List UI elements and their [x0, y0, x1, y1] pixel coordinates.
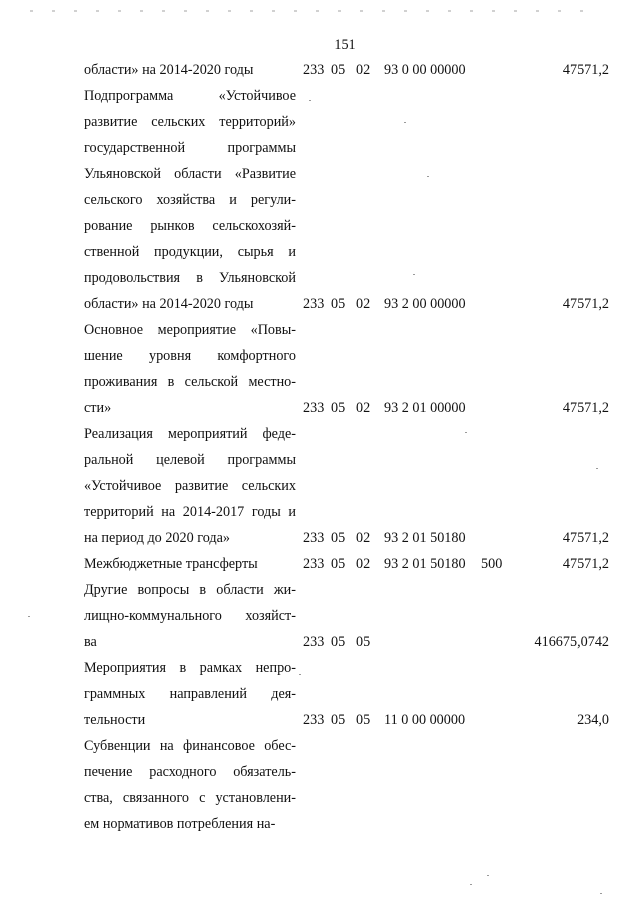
description-line: Подпрограмма «Устойчивое [84, 88, 296, 104]
amount: 47571,2 [562, 296, 609, 312]
description-line: Ульяновской области «Развитие [84, 166, 296, 182]
description-line: ва [84, 634, 97, 650]
subsection-code: 02 [356, 62, 371, 78]
row-description [84, 551, 296, 577]
grbs-code: 233 [303, 62, 325, 78]
grbs-code: 233 [303, 296, 325, 312]
row-description [84, 317, 296, 421]
scan-speck [487, 875, 489, 876]
scan-speck [309, 100, 311, 101]
description-line: развитие сельских территорий» [84, 114, 296, 130]
description-line: шение уровня комфортного [84, 348, 296, 364]
target-article-code: 93 2 00 00000 [384, 296, 466, 312]
description-line: территорий на 2014-2017 годы и [84, 504, 296, 520]
description-line: ственной продукции, сырья и [84, 244, 296, 260]
subsection-code: 02 [356, 296, 371, 312]
table-row [0, 733, 640, 837]
amount: 47571,2 [562, 400, 609, 416]
scan-speck [299, 674, 301, 675]
scan-artifact-line [30, 10, 590, 12]
description-line: области» на 2014-2020 годы [84, 62, 254, 78]
description-line: Мероприятия в рамках непро- [84, 660, 296, 676]
table-row [0, 655, 640, 733]
description-line: Субвенции на финансовое обес- [84, 738, 296, 754]
section-code: 05 [331, 530, 346, 546]
description-line: лищно-коммунального хозяйст- [84, 608, 296, 624]
target-article-code: 93 2 01 50180 [384, 556, 466, 572]
grbs-code: 233 [303, 530, 325, 546]
description-line: сельского хозяйства и регули- [84, 192, 296, 208]
target-article-code: 93 2 01 00000 [384, 400, 466, 416]
description-line: на период до 2020 года» [84, 530, 231, 546]
description-line: Другие вопросы в области жи- [84, 582, 296, 598]
subsection-code: 02 [356, 530, 371, 546]
table-row [0, 577, 640, 655]
subsection-code: 05 [356, 634, 371, 650]
description-line: рование рынков сельскохозяй- [84, 218, 296, 234]
scan-speck [465, 432, 467, 433]
amount: 234,0 [577, 712, 609, 728]
description-line: государственной программы [84, 140, 296, 156]
target-article-code: 93 2 01 50180 [384, 530, 466, 546]
grbs-code: 233 [303, 634, 325, 650]
row-description [84, 83, 296, 317]
table-row [0, 83, 640, 317]
table-row [0, 551, 640, 577]
amount: 47571,2 [562, 556, 609, 572]
scan-speck [596, 468, 598, 469]
row-description [84, 577, 296, 655]
grbs-code: 233 [303, 556, 325, 572]
subsection-code: 05 [356, 712, 371, 728]
row-description [84, 421, 296, 551]
description-line: проживания в сельской местно- [84, 374, 296, 390]
target-article-code: 11 0 00 00000 [384, 712, 466, 728]
subsection-code: 02 [356, 556, 371, 572]
scan-speck [470, 884, 472, 885]
scan-speck [404, 122, 406, 123]
section-code: 05 [331, 556, 346, 572]
description-line: Межбюджетные трансферты [84, 556, 258, 572]
section-code: 05 [331, 634, 346, 650]
section-code: 05 [331, 62, 346, 78]
description-line: Реализация мероприятий феде- [84, 426, 296, 442]
description-line: тельности [84, 712, 146, 728]
section-code: 05 [331, 712, 346, 728]
description-line: сти» [84, 400, 112, 416]
description-line: «Устойчивое развитие сельских [84, 478, 296, 494]
subsection-code: 02 [356, 400, 371, 416]
description-line: области» на 2014-2020 годы [84, 296, 254, 312]
scan-speck [28, 616, 30, 617]
row-description [84, 655, 296, 733]
table-row [0, 57, 640, 83]
description-line: ральной целевой программы [84, 452, 296, 468]
target-article-code: 93 0 00 00000 [384, 62, 466, 78]
amount: 47571,2 [562, 62, 609, 78]
grbs-code: 233 [303, 712, 325, 728]
table-row [0, 317, 640, 421]
row-description [84, 57, 296, 83]
expense-type-code: 500 [481, 556, 503, 572]
row-description [84, 733, 296, 837]
scan-speck [413, 274, 415, 275]
description-line: печение расходного обязатель- [84, 764, 296, 780]
amount: 416675,0742 [534, 634, 609, 650]
scan-speck [427, 176, 429, 177]
description-line: Основное мероприятие «Повы- [84, 322, 296, 338]
grbs-code: 233 [303, 400, 325, 416]
page-number: 151 [334, 37, 356, 53]
description-line: граммных направлений дея- [84, 686, 296, 702]
description-line: ем нормативов потребления на- [84, 816, 276, 832]
amount: 47571,2 [562, 530, 609, 546]
scan-speck [600, 893, 602, 894]
section-code: 05 [331, 400, 346, 416]
section-code: 05 [331, 296, 346, 312]
description-line: продовольствия в Ульяновской [84, 270, 296, 286]
description-line: ства, связанного с установлени- [84, 790, 296, 806]
table-row [0, 421, 640, 551]
